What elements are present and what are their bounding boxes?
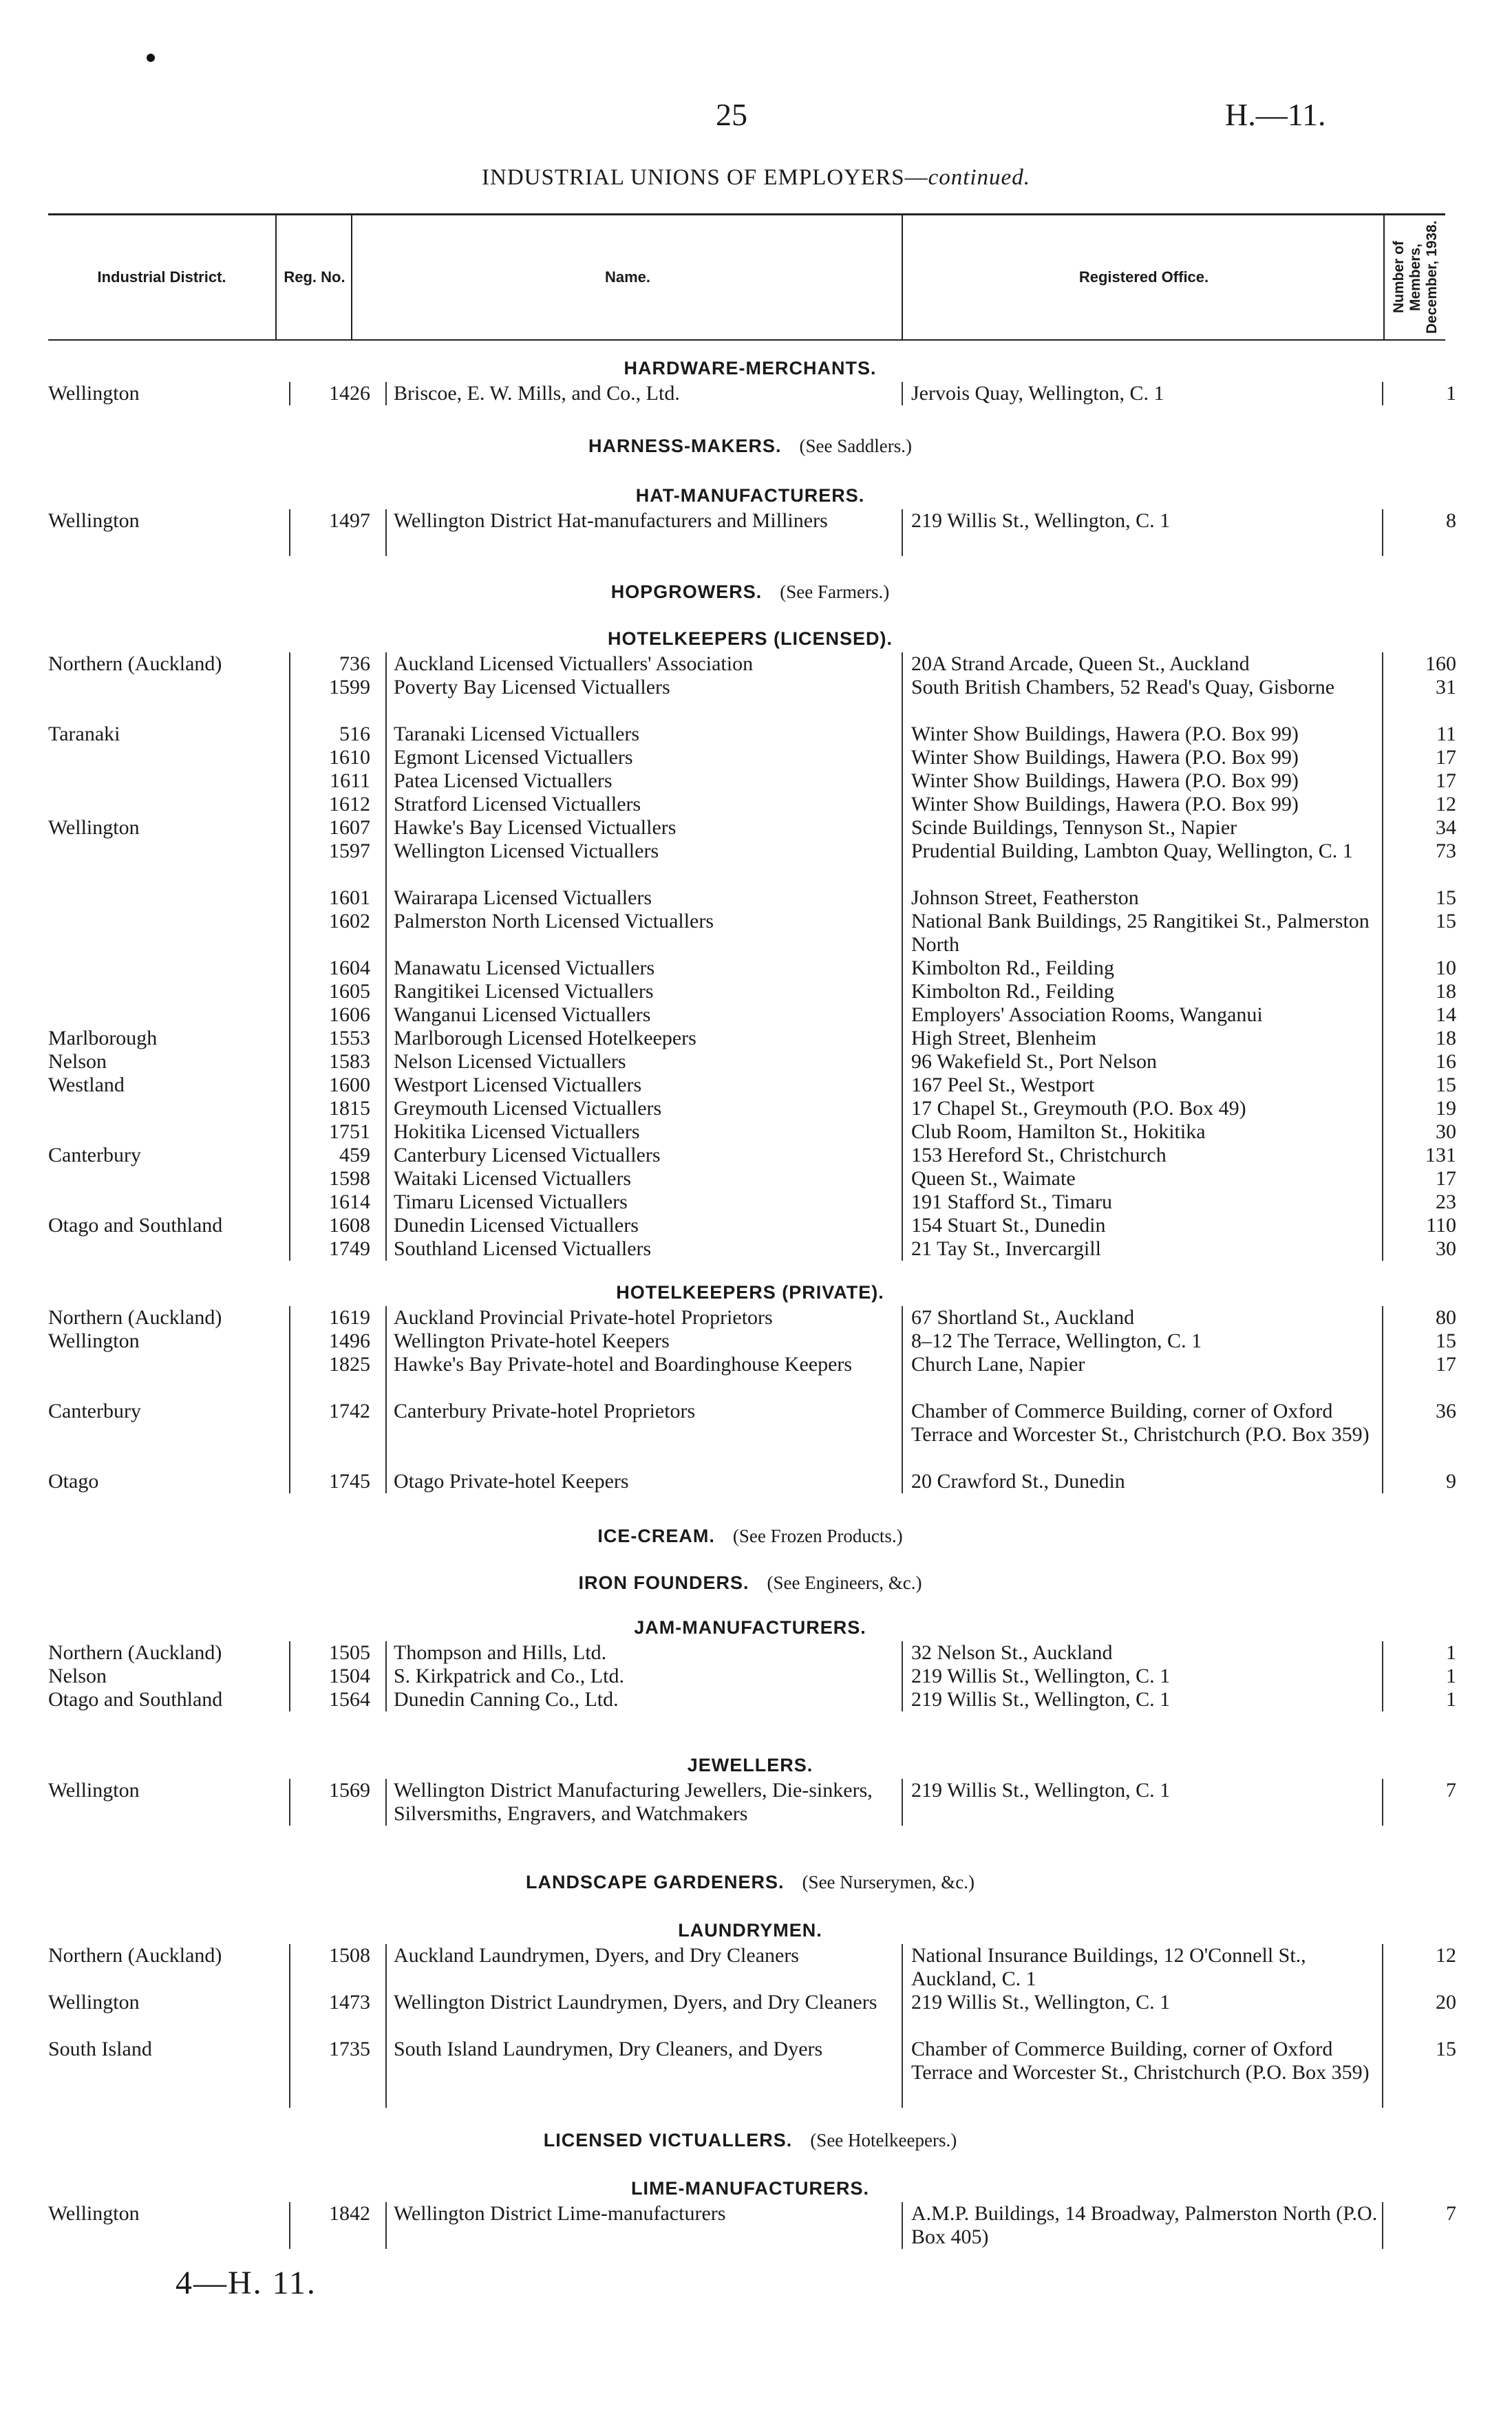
cell-name: Wellington Private-hotel Keepers: [385, 1330, 895, 1353]
cell-name: Hawke's Bay Private-hotel and Boardinghouse Keepers: [385, 1353, 895, 1400]
table-row: [41, 1144, 1459, 1167]
cell-members: 15: [1436, 886, 1456, 909]
column-district: Industrial District.: [97, 268, 226, 286]
table-row: [41, 1688, 1459, 1711]
cell-name: Auckland Laundrymen, Dyers, and Dry Cleaners: [385, 1944, 895, 1991]
table-row: [41, 769, 1459, 793]
cell-members: 73: [1436, 840, 1456, 862]
cell-registered-office: Scinde Buildings, Tennyson St., Napier: [902, 816, 1383, 840]
table-row: [41, 1237, 1459, 1261]
cell-district: Northern (Auckland): [48, 652, 222, 675]
section-title: [41, 354, 1459, 382]
cell-name: Wellington Licensed Victuallers: [385, 840, 895, 886]
table-row: [41, 1027, 1459, 1050]
cell-registered-office: 154 Stuart St., Dunedin: [902, 1214, 1383, 1237]
cell-name: Briscoe, E. W. Mills, and Co., Ltd.: [385, 382, 895, 405]
cell-district: Otago: [48, 1470, 99, 1493]
cell-name: Egmont Licensed Victuallers: [385, 746, 895, 769]
cell-district: Wellington: [48, 1991, 140, 2014]
cell-registered-office: 191 Stafford St., Timaru: [902, 1191, 1383, 1214]
table-row: [41, 1779, 1459, 1826]
cell-registered-office: 32 Nelson St., Auckland: [902, 1641, 1383, 1665]
cell-members: 30: [1436, 1237, 1456, 1260]
section-see-reference: (See Nurserymen, &c.): [802, 1872, 975, 1892]
cell-name: Canterbury Private-hotel Proprietors: [385, 1400, 895, 1470]
cell-name: Waitaki Licensed Victuallers: [385, 1167, 895, 1191]
cell-reg-no: 1569: [289, 1779, 379, 1826]
cell-registered-office: 219 Willis St., Wellington, C. 1: [902, 509, 1383, 556]
section-title: [41, 432, 1459, 460]
section: [41, 1917, 1459, 2108]
section: [41, 625, 1459, 1261]
table-row: [41, 1167, 1459, 1191]
section: [41, 354, 1459, 405]
cell-members: 11: [1436, 723, 1456, 745]
cell-members: 12: [1436, 1944, 1456, 1967]
cell-reg-no: 1553: [289, 1027, 379, 1050]
cell-members: 18: [1436, 980, 1456, 1003]
cell-reg-no: 1614: [289, 1191, 379, 1214]
section-title: [41, 2126, 1459, 2154]
cell-registered-office: National Bank Buildings, 25 Rangitikei St., Palmerston North: [902, 910, 1383, 957]
section-see-reference: (See Hotelkeepers.): [810, 2130, 957, 2150]
section-title: [41, 482, 1459, 509]
cell-district: Wellington: [48, 816, 140, 839]
cell-name: Timaru Licensed Victuallers: [385, 1191, 895, 1214]
section-title-text: ICE-CREAM.: [597, 1526, 715, 1546]
cell-registered-office: Employers' Association Rooms, Wanganui: [902, 1003, 1383, 1027]
section-title: [41, 1522, 1459, 1550]
cell-members: 1: [1446, 1688, 1456, 1711]
cell-registered-office: 96 Wakefield St., Port Nelson: [902, 1050, 1383, 1074]
section: [41, 1751, 1459, 1826]
cell-members: 8: [1446, 509, 1456, 532]
section-see-reference: (See Frozen Products.): [732, 1526, 903, 1546]
section-title: [41, 1868, 1459, 1896]
cell-name: Wanganui Licensed Victuallers: [385, 1003, 895, 1027]
cell-district: Wellington: [48, 1330, 140, 1352]
table-row: [41, 652, 1459, 676]
section-title: [41, 1279, 1459, 1306]
column-office: Registered Office.: [902, 215, 1385, 339]
cell-members: 17: [1436, 769, 1456, 792]
section: [41, 1614, 1459, 1711]
cell-district: Wellington: [48, 382, 140, 405]
cell-registered-office: South British Chambers, 52 Read's Quay, Gisborne: [902, 676, 1383, 723]
table-row: [41, 1191, 1459, 1214]
cell-reg-no: 1825: [289, 1353, 379, 1400]
cell-name: Patea Licensed Victuallers: [385, 769, 895, 793]
table-row: [41, 1400, 1459, 1470]
cell-reg-no: 1619: [289, 1306, 379, 1330]
section-title-text: HOPGROWERS.: [610, 581, 763, 602]
cell-reg-no: 1508: [289, 1944, 379, 1991]
table-row: [41, 1944, 1459, 1991]
table-row: [41, 1050, 1459, 1074]
cell-registered-office: Winter Show Buildings, Hawera (P.O. Box 99): [902, 769, 1383, 793]
column-members: [1383, 215, 1447, 339]
section-title: [41, 1751, 1459, 1779]
table-row: [41, 746, 1459, 769]
cell-registered-office: Church Lane, Napier: [902, 1353, 1383, 1400]
table-row: [41, 793, 1459, 816]
cell-reg-no: 1742: [289, 1400, 379, 1470]
cell-name: Taranaki Licensed Victuallers: [385, 723, 895, 746]
cell-registered-office: 153 Hereford St., Christchurch: [902, 1144, 1383, 1167]
cell-reg-no: 1504: [289, 1665, 379, 1688]
table-row: [41, 1470, 1459, 1493]
cell-registered-office: 167 Peel St., Westport: [902, 1074, 1383, 1097]
cell-reg-no: 1597: [289, 840, 379, 886]
cell-members: 17: [1436, 746, 1456, 769]
section: [41, 2175, 1459, 2249]
cell-registered-office: 20 Crawford St., Dunedin: [902, 1470, 1383, 1493]
table-row: [41, 1991, 1459, 2038]
page-title-continued: continued.: [928, 165, 1030, 190]
cell-name: Nelson Licensed Victuallers: [385, 1050, 895, 1074]
cell-district: Northern (Auckland): [48, 1944, 222, 1967]
cell-reg-no: 516: [289, 723, 379, 746]
cell-name: Auckland Licensed Victuallers' Association: [385, 652, 895, 676]
section-title-text: LICENSED VICTUALLERS.: [543, 2130, 793, 2150]
section-see-reference: (See Engineers, &c.): [767, 1572, 922, 1593]
section-title-text: HAT-MANUFACTURERS.: [635, 485, 865, 506]
table-row: [41, 980, 1459, 1003]
table-row: [41, 957, 1459, 980]
cell-name: Auckland Provincial Private-hotel Proprietors: [385, 1306, 895, 1330]
cell-reg-no: 1735: [289, 2038, 379, 2108]
cell-reg-no: 1842: [289, 2202, 379, 2249]
section-title-text: LAUNDRYMEN.: [678, 1920, 822, 1941]
cell-registered-office: 67 Shortland St., Auckland: [902, 1306, 1383, 1330]
cell-members: 34: [1436, 816, 1456, 839]
section-title: [41, 625, 1459, 652]
section-title-text: HOTELKEEPERS (PRIVATE).: [616, 1282, 884, 1303]
cell-reg-no: 1598: [289, 1167, 379, 1191]
cell-members: 20: [1436, 1991, 1456, 2014]
cell-name: Westport Licensed Victuallers: [385, 1074, 895, 1097]
cell-name: Otago Private-hotel Keepers: [385, 1470, 895, 1493]
cell-reg-no: 1473: [289, 1991, 379, 2038]
cell-members: 17: [1436, 1353, 1456, 1376]
table-row: [41, 1641, 1459, 1665]
cell-district: Northern (Auckland): [48, 1641, 222, 1664]
cell-registered-office: Club Room, Hamilton St., Hokitika: [902, 1120, 1383, 1144]
cell-registered-office: National Insurance Buildings, 12 O'Connell St., Auckland, C. 1: [902, 1944, 1383, 1991]
table-row: [41, 816, 1459, 840]
cell-members: 19: [1436, 1097, 1456, 1120]
cell-reg-no: 1599: [289, 676, 379, 723]
cell-district: Nelson: [48, 1050, 107, 1073]
page-title: [0, 165, 1512, 191]
cell-reg-no: 1505: [289, 1641, 379, 1665]
cell-members: 18: [1436, 1027, 1456, 1049]
cell-members: 1: [1446, 1641, 1456, 1664]
cell-members: 16: [1436, 1050, 1456, 1073]
cell-members: 1: [1446, 382, 1456, 405]
section-title-text: JEWELLERS.: [687, 1755, 813, 1775]
cell-registered-office: Kimbolton Rd., Feilding: [902, 957, 1383, 980]
table-row: [41, 723, 1459, 746]
section-title-text: IRON FOUNDERS.: [578, 1572, 749, 1593]
cell-name: Hawke's Bay Licensed Victuallers: [385, 816, 895, 840]
cell-members: 31: [1436, 676, 1456, 698]
cell-reg-no: 1608: [289, 1214, 379, 1237]
table-row: [41, 2202, 1459, 2249]
cell-registered-office: Chamber of Commerce Building, corner of Oxford Terrace and Worcester St., Christchurch (P.O. Box 359): [902, 2038, 1383, 2108]
cell-name: Hokitika Licensed Victuallers: [385, 1120, 895, 1144]
section-title: [41, 1614, 1459, 1641]
cell-members: 15: [1436, 2038, 1456, 2060]
cell-name: Dunedin Licensed Victuallers: [385, 1214, 895, 1237]
cell-registered-office: High Street, Blenheim: [902, 1027, 1383, 1050]
cell-district: Wellington: [48, 2202, 140, 2225]
cell-district: Marlborough: [48, 1027, 158, 1049]
table-row: [41, 1120, 1459, 1144]
cell-members: 15: [1436, 910, 1456, 932]
cell-reg-no: 1601: [289, 886, 379, 910]
table-row: [41, 1214, 1459, 1237]
cell-reg-no: 1583: [289, 1050, 379, 1074]
cell-members: 36: [1436, 1400, 1456, 1422]
cell-members: 14: [1436, 1003, 1456, 1026]
table-row: [41, 840, 1459, 886]
section-see-reference: (See Saddlers.): [799, 436, 912, 456]
table-row: [41, 1003, 1459, 1027]
cell-registered-office: Winter Show Buildings, Hawera (P.O. Box 99): [902, 723, 1383, 746]
cell-reg-no: 459: [289, 1144, 379, 1167]
cell-registered-office: Kimbolton Rd., Feilding: [902, 980, 1383, 1003]
cell-district: Otago and Southland: [48, 1688, 223, 1711]
section-title-text: LANDSCAPE GARDENERS.: [526, 1872, 785, 1892]
section-title: [41, 1569, 1459, 1597]
section-title: [41, 2175, 1459, 2202]
section: [41, 1279, 1459, 1493]
cell-members: 9: [1446, 1470, 1456, 1493]
section-title: [41, 578, 1459, 606]
cell-district: Otago and Southland: [48, 1214, 223, 1237]
cell-name: S. Kirkpatrick and Co., Ltd.: [385, 1665, 895, 1688]
cell-registered-office: Prudential Building, Lambton Quay, Wellington, C. 1: [902, 840, 1383, 886]
section-see-reference: (See Farmers.): [780, 581, 890, 602]
cell-name: South Island Laundrymen, Dry Cleaners, and Dyers: [385, 2038, 895, 2108]
cell-reg-no: 1426: [289, 382, 379, 405]
cell-name: Manawatu Licensed Victuallers: [385, 957, 895, 980]
cell-name: Wellington District Manufacturing Jewellers, Die-sinkers, Silversmiths, Engravers, and Watchmakers: [385, 1779, 895, 1826]
page-title-text: INDUSTRIAL UNIONS OF EMPLOYERS—: [482, 165, 928, 190]
cell-name: Wellington District Laundrymen, Dyers, and Dry Cleaners: [385, 1991, 895, 2038]
section-title-text: HARDWARE-MERCHANTS.: [624, 358, 877, 378]
section-title-text: HOTELKEEPERS (LICENSED).: [607, 628, 893, 649]
table-row: [41, 1097, 1459, 1120]
table-row: [41, 382, 1459, 405]
cell-district: Westland: [48, 1074, 125, 1096]
cell-reg-no: 1612: [289, 793, 379, 816]
cell-members: 160: [1425, 652, 1456, 675]
cell-name: Dunedin Canning Co., Ltd.: [385, 1688, 895, 1711]
cell-members: 17: [1436, 1167, 1456, 1190]
cell-name: Palmerston North Licensed Victuallers: [385, 910, 895, 957]
column-members-label: Number of Members, December, 1938.: [1391, 220, 1440, 334]
cell-name: Thompson and Hills, Ltd.: [385, 1641, 895, 1665]
cell-members: 23: [1436, 1191, 1456, 1213]
cell-registered-office: Queen St., Waimate: [902, 1167, 1383, 1191]
cell-members: 15: [1436, 1330, 1456, 1352]
cell-registered-office: Winter Show Buildings, Hawera (P.O. Box 99): [902, 746, 1383, 769]
cell-members: 110: [1426, 1214, 1456, 1237]
cell-name: Poverty Bay Licensed Victuallers: [385, 676, 895, 723]
cell-members: 7: [1446, 2202, 1456, 2225]
cell-registered-office: 20A Strand Arcade, Queen St., Auckland: [902, 652, 1383, 676]
cell-reg-no: 1497: [289, 509, 379, 556]
section: [41, 482, 1459, 556]
table-row: [41, 1353, 1459, 1400]
column-name: Name.: [351, 215, 903, 339]
cell-members: 30: [1436, 1120, 1456, 1143]
cell-district: Wellington: [48, 1779, 140, 1802]
cell-reg-no: 1564: [289, 1688, 379, 1711]
cell-members: 131: [1425, 1144, 1456, 1166]
section-title: [41, 1917, 1459, 1944]
cell-name: Rangitikei Licensed Victuallers: [385, 980, 895, 1003]
cell-registered-office: A.M.P. Buildings, 14 Broadway, Palmerston North (P.O. Box 405): [902, 2202, 1383, 2249]
cell-name: Stratford Licensed Victuallers: [385, 793, 895, 816]
cell-district: Taranaki: [48, 723, 120, 745]
table-row: [41, 1665, 1459, 1688]
cell-reg-no: 1751: [289, 1120, 379, 1144]
cell-registered-office: Jervois Quay, Wellington, C. 1: [902, 382, 1383, 405]
cell-members: 80: [1436, 1306, 1456, 1329]
ink-dot: [147, 54, 155, 62]
section: [41, 1522, 1459, 1550]
cell-reg-no: 1605: [289, 980, 379, 1003]
cell-members: 10: [1436, 957, 1456, 979]
cell-registered-office: Johnson Street, Featherston: [902, 886, 1383, 910]
cell-district: Canterbury: [48, 1144, 141, 1166]
section-title-text: HARNESS-MAKERS.: [588, 436, 782, 456]
table-row: [41, 676, 1459, 723]
cell-district: South Island: [48, 2038, 152, 2060]
column-header: [48, 213, 1445, 341]
cell-name: Wellington District Lime-manufacturers: [385, 2202, 895, 2249]
cell-registered-office: 219 Willis St., Wellington, C. 1: [902, 1991, 1383, 2038]
cell-members: 1: [1446, 1665, 1456, 1687]
cell-reg-no: 1610: [289, 746, 379, 769]
section-title-text: JAM-MANUFACTURERS.: [634, 1617, 866, 1638]
cell-name: Canterbury Licensed Victuallers: [385, 1144, 895, 1167]
document-reference: H.—11.: [1225, 97, 1326, 132]
cell-district: Nelson: [48, 1665, 107, 1687]
section: [41, 1868, 1459, 1896]
section: [41, 1569, 1459, 1597]
cell-members: 7: [1446, 1779, 1456, 1802]
cell-name: Greymouth Licensed Victuallers: [385, 1097, 895, 1120]
table-row: [41, 1330, 1459, 1353]
cell-reg-no: 1602: [289, 910, 379, 957]
cell-reg-no: 1607: [289, 816, 379, 840]
section: [41, 432, 1459, 460]
cell-registered-office: 8–12 The Terrace, Wellington, C. 1: [902, 1330, 1383, 1353]
cell-members: 15: [1436, 1074, 1456, 1096]
table-row: [41, 509, 1459, 556]
table-row: [41, 886, 1459, 910]
table-row: [41, 910, 1459, 957]
cell-registered-office: 21 Tay St., Invercargill: [902, 1237, 1383, 1261]
cell-name: Wairarapa Licensed Victuallers: [385, 886, 895, 910]
cell-name: Wellington District Hat-manufacturers and Milliners: [385, 509, 895, 556]
cell-reg-no: 1604: [289, 957, 379, 980]
cell-reg-no: 1745: [289, 1470, 379, 1493]
cell-reg-no: 1606: [289, 1003, 379, 1027]
cell-district: Wellington: [48, 509, 140, 532]
page-number: 25: [716, 97, 747, 132]
cell-district: Northern (Auckland): [48, 1306, 222, 1329]
cell-registered-office: Chamber of Commerce Building, corner of Oxford Terrace and Worcester St., Christchurch (P.O. Box 359): [902, 1400, 1383, 1470]
cell-members: 12: [1436, 793, 1456, 815]
column-reg: Reg. No.: [275, 215, 352, 339]
table-row: [41, 2038, 1459, 2108]
cell-registered-office: Winter Show Buildings, Hawera (P.O. Box 99): [902, 793, 1383, 816]
cell-reg-no: 736: [289, 652, 379, 676]
cell-reg-no: 1749: [289, 1237, 379, 1261]
cell-reg-no: 1496: [289, 1330, 379, 1353]
table-row: [41, 1306, 1459, 1330]
cell-reg-no: 1600: [289, 1074, 379, 1097]
cell-reg-no: 1611: [289, 769, 379, 793]
section: [41, 2126, 1459, 2154]
cell-reg-no: 1815: [289, 1097, 379, 1120]
cell-name: Marlborough Licensed Hotelkeepers: [385, 1027, 895, 1050]
cell-district: Canterbury: [48, 1400, 141, 1422]
cell-registered-office: 17 Chapel St., Greymouth (P.O. Box 49): [902, 1097, 1383, 1120]
section-title-text: LIME-MANUFACTURERS.: [631, 2178, 869, 2199]
cell-registered-office: 219 Willis St., Wellington, C. 1: [902, 1779, 1383, 1826]
cell-registered-office: 219 Willis St., Wellington, C. 1: [902, 1688, 1383, 1711]
signature-mark: 4—H. 11.: [175, 2265, 317, 2301]
cell-registered-office: 219 Willis St., Wellington, C. 1: [902, 1665, 1383, 1688]
cell-name: Southland Licensed Victuallers: [385, 1237, 895, 1261]
table-row: [41, 1074, 1459, 1097]
section: [41, 578, 1459, 606]
